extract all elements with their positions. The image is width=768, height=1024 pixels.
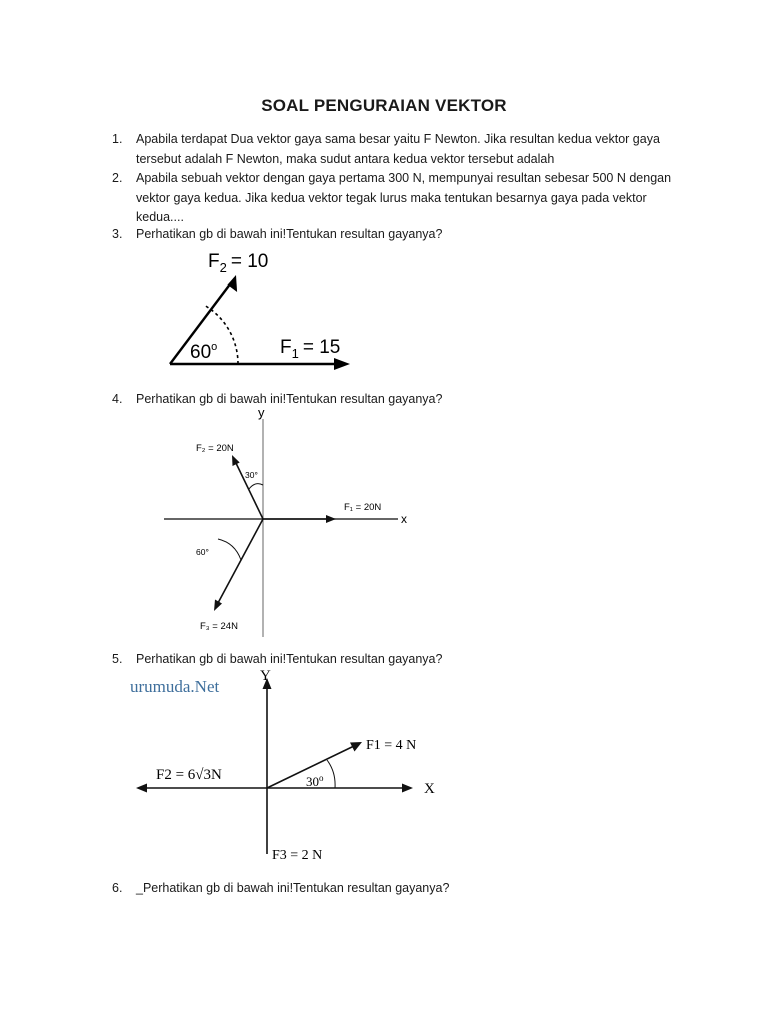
angle-arc-top <box>249 484 263 489</box>
angle-arc-bottom <box>218 539 241 560</box>
question-text: Perhatikan gb di bawah ini!Tentukan resultan gayanya? <box>136 652 443 666</box>
question-text: Perhatikan gb di bawah ini!Tentukan resultan gayanya? <box>136 227 443 241</box>
vector-f1-arrowhead <box>326 515 336 523</box>
angle-bottom-label: 60° <box>196 547 209 557</box>
f1-label: F₁ = 20N <box>344 502 382 513</box>
f2-label: F₂ = 20N <box>196 443 234 454</box>
f3-label: F3 = 2 N <box>272 848 323 863</box>
figure-question-5 <box>130 668 450 868</box>
question-6 <box>112 879 682 899</box>
question-1 <box>112 130 682 169</box>
question-number: 4. <box>112 392 123 406</box>
question-3 <box>112 225 682 245</box>
question-text: Apabila terdapat Dua vektor gaya sama besar yaitu F Newton. Jika resultan kedua vektor gaya tersebut adalah F Newton, maka sudut antara kedua vektor tersebut adalah <box>136 132 660 166</box>
question-text: _Perhatikan gb di bawah ini!Tentukan resultan gayanya? <box>136 881 450 895</box>
vector-f2-arrowhead <box>136 784 147 793</box>
question-number: 5. <box>112 652 123 666</box>
figure-question-3 <box>150 248 370 373</box>
x-axis-label: X <box>424 781 435 797</box>
vector-f2-arrowhead <box>227 275 237 292</box>
f2-label: F2 = 6√3N <box>156 767 222 783</box>
question-number: 2. <box>112 171 123 185</box>
vector-f3-line <box>218 519 263 603</box>
figure-question-4 <box>160 405 420 640</box>
angle-label: 30$^o$ <box>306 773 324 789</box>
vector-f3-arrowhead <box>214 600 222 612</box>
x-axis-label: x <box>401 512 407 526</box>
y-axis-label: y <box>258 405 265 420</box>
f2-label: $F_2 = 10$ <box>208 251 269 275</box>
page-title: SOAL PENGURAIAN VEKTOR <box>261 96 507 115</box>
y-axis-label: Y <box>260 668 271 684</box>
watermark: urumuda.Net <box>130 677 220 696</box>
x-axis-arrowhead <box>402 784 413 793</box>
question-number: 1. <box>112 132 123 146</box>
f3-label: F₃ = 24N <box>200 621 238 632</box>
question-5 <box>112 650 682 670</box>
question-number: 3. <box>112 227 123 241</box>
question-text: Apabila sebuah vektor dengan gaya pertama 300 N, mempunyai resultan sebesar 500 N dengan vektor gaya kedua. Jika kedua vektor tegak lurus maka tentukan besarnya gaya pada vektor kedua.... <box>136 171 672 224</box>
angle-label: 60$^o$ <box>190 341 218 363</box>
f1-label: F1 = 4 N <box>366 738 417 753</box>
question-text: Perhatikan gb di bawah ini!Tentukan resultan gayanya? <box>136 392 443 406</box>
angle-arc <box>327 760 335 788</box>
vector-f1-arrowhead <box>334 358 350 370</box>
f1-label: $F_1 = 15$ <box>280 337 341 361</box>
vector-f2-arrowhead <box>232 455 240 466</box>
angle-top-label: 30° <box>245 470 258 480</box>
question-number: 6. <box>112 881 123 895</box>
question-2 <box>112 169 682 228</box>
